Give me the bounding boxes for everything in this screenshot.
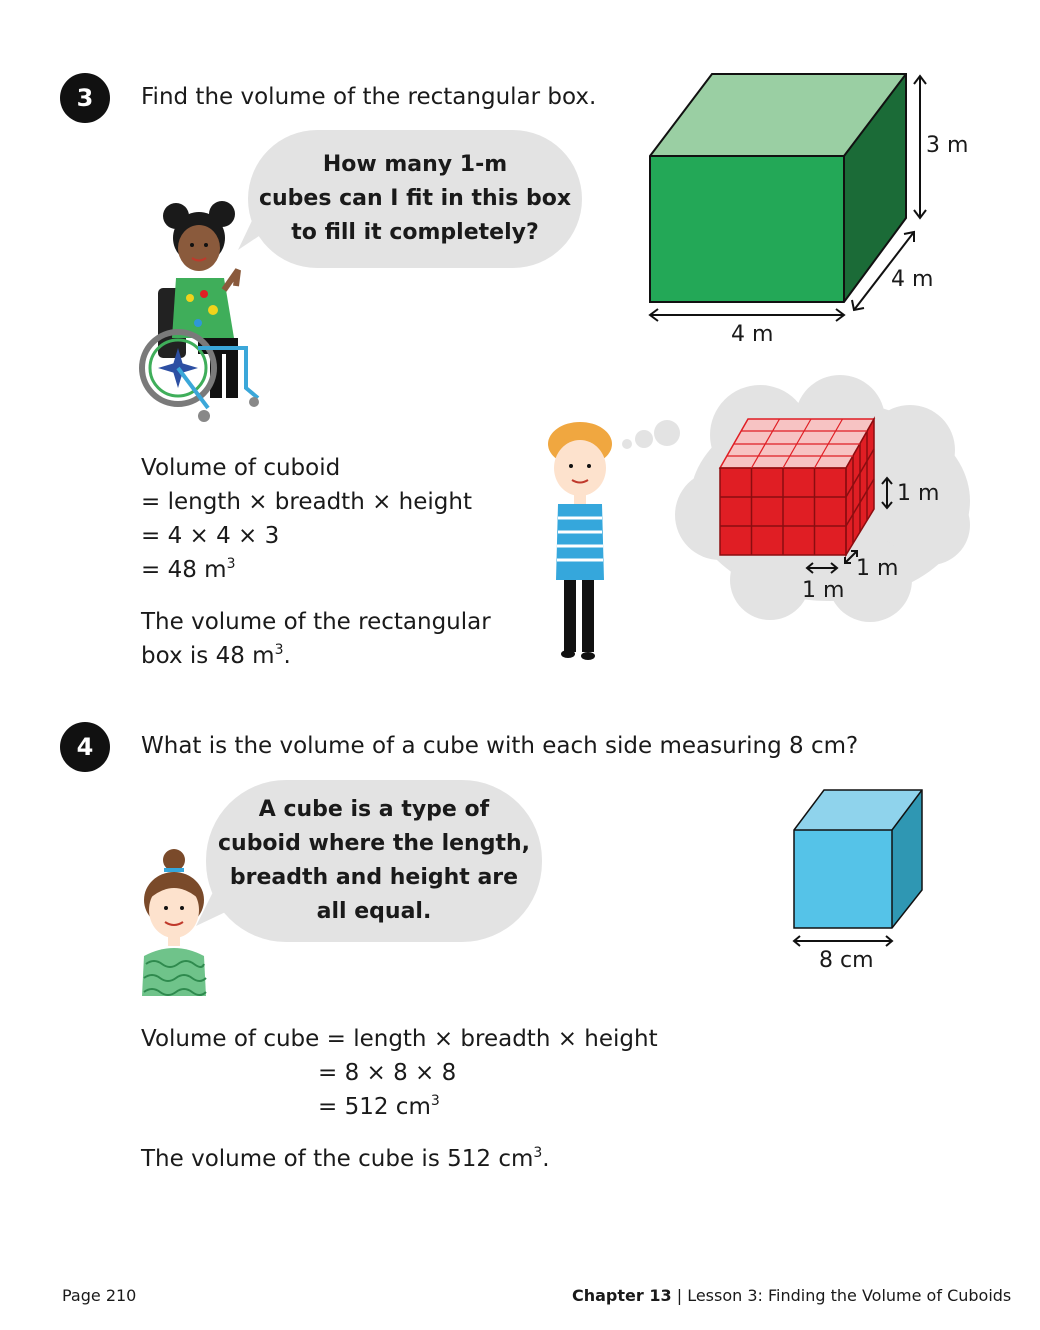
q4-work-line-3: = 512 $cm^3$ <box>318 1093 440 1120</box>
question-number-3: 3 <box>60 73 110 123</box>
page-number: Page 210 <box>62 1286 137 1305</box>
q3-working <box>141 451 472 587</box>
lesson-label: Lesson 3: Finding the Volume of Cuboids <box>687 1286 1012 1305</box>
unit-height-label: 1 m <box>897 481 940 506</box>
cube-diagram <box>790 786 930 946</box>
q4-answer: The volume of the cube is 512 $cm^3$. <box>141 1145 550 1172</box>
height-arrow <box>914 76 926 218</box>
unit-width-arrow <box>805 561 839 575</box>
q4-working <box>141 1022 658 1124</box>
width-arrow <box>650 309 844 321</box>
speech-bubble-woman-text: A cube is a type of cuboid where the length, breadth and height are all equal. <box>217 797 531 924</box>
question-number-4: 4 <box>60 722 110 772</box>
woman-illustration <box>138 848 210 998</box>
rectangular-box-diagram <box>640 70 970 350</box>
unit-cubes-diagram <box>716 415 876 565</box>
q3-work-line-2: = length × breadth × height <box>141 489 472 515</box>
speech-bubble-girl-text: How many 1-m cubes can I fit in this box to fill it completely? <box>258 152 572 245</box>
q3-answer-line-1: The volume of the rectangular <box>141 609 491 635</box>
q3-answer <box>141 605 491 673</box>
girl-in-wheelchair-illustration <box>138 198 268 428</box>
chapter-label: Chapter 13 <box>572 1286 672 1305</box>
chapter-lesson-title <box>572 1286 1011 1305</box>
box-front-face <box>650 156 844 302</box>
speech-bubble-woman <box>206 780 542 942</box>
q4-work-line-2: = 8 × 8 × 8 <box>318 1060 457 1086</box>
cube-width-arrow <box>794 936 892 946</box>
q3-work-line-4: = 48 $m^3$ <box>141 556 236 583</box>
speech-bubble-girl <box>248 130 582 268</box>
q3-work-line-3: = 4 × 4 × 3 <box>141 523 280 549</box>
cube-front-face <box>794 830 892 928</box>
boy-illustration <box>544 422 624 662</box>
unit-height-arrow <box>880 476 894 510</box>
q3-answer-line-2: box is 48 $m^3$. <box>141 642 291 669</box>
box-depth-label: 4 m <box>891 267 934 292</box>
unit-width-label: 1 m <box>802 578 845 603</box>
question-4-text: What is the volume of a cube with each side measuring 8 cm? <box>141 733 859 759</box>
box-width-label: 4 m <box>731 322 774 347</box>
cube-side-label: 8 cm <box>819 948 874 973</box>
footer-separator: | <box>676 1286 683 1305</box>
q4-work-line-1: Volume of cube = length × breadth × height <box>141 1026 658 1052</box>
box-height-label: 3 m <box>926 133 969 158</box>
q3-work-line-1: Volume of cuboid <box>141 455 341 481</box>
unit-depth-label: 1 m <box>856 556 899 581</box>
question-3-text: Find the volume of the rectangular box. <box>141 84 597 110</box>
